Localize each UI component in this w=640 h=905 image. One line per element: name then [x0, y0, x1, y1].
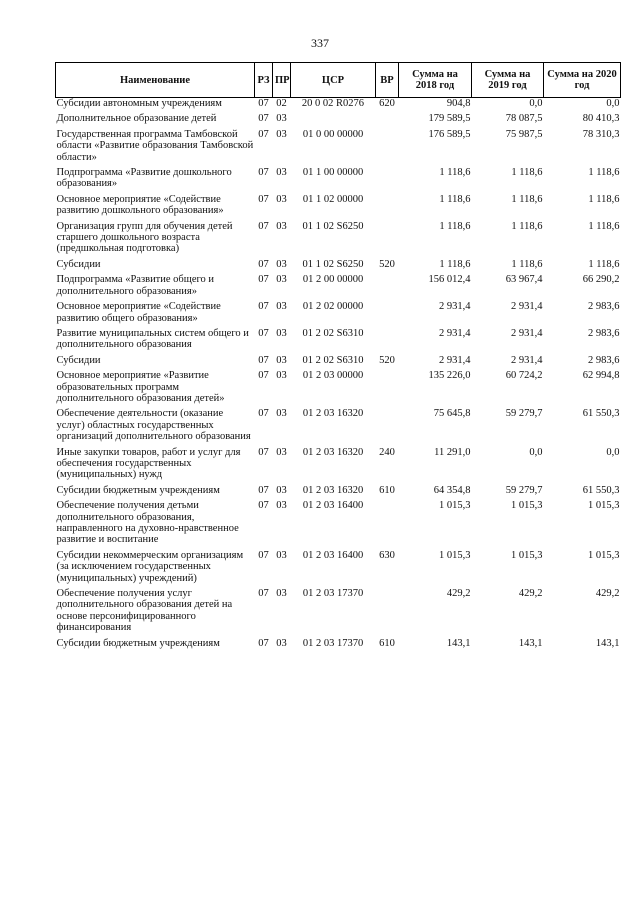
- row-csr: 01 2 03 00000: [302, 370, 364, 382]
- row-sum-2020: 1 015,3: [588, 500, 620, 512]
- row-sum-2018: 176 589,5: [428, 128, 471, 140]
- row-pr: 03: [276, 484, 287, 496]
- table-row: [56, 113, 621, 124]
- row-name: Обеспечение получения детьми дополнительного образования, направленного на духовно-нравственное развитие и воспитание: [56, 500, 239, 546]
- row-csr: 01 2 03 16320: [302, 446, 364, 458]
- row-sum-2019: 0,0: [529, 98, 543, 109]
- row-sum-2019: 1 118,6: [511, 220, 543, 232]
- row-csr: 01 2 03 17370: [302, 588, 364, 600]
- row-spacer: [56, 649, 621, 653]
- row-sum-2018: 1 118,6: [439, 258, 471, 270]
- row-sum-2019: 1 118,6: [511, 193, 543, 205]
- row-name: Основное мероприятие «Содействие развитию общего образования»: [56, 301, 221, 324]
- row-sum-2020: 2 983,6: [588, 354, 620, 366]
- row-sum-2020: 1 118,6: [588, 167, 620, 179]
- row-vr: [376, 370, 399, 404]
- row-sum-2018: 135 226,0: [428, 370, 471, 382]
- row-pr: 03: [276, 588, 287, 600]
- row-sum-2018: 11 291,0: [434, 446, 471, 458]
- row-vr: [376, 274, 399, 297]
- row-sum-2020: 78 310,3: [582, 128, 620, 140]
- row-sum-2020: 62 994,8: [582, 370, 620, 382]
- table-row: [56, 259, 621, 270]
- row-csr: 01 2 00 00000: [302, 274, 364, 286]
- row-rz: 07: [258, 128, 269, 140]
- row-name: Организация групп для обучения детей старшего дошкольного возраста (предшкольная подготовка): [56, 220, 233, 255]
- row-name: Иные закупки товаров, работ и услуг для обеспечения государственных (муниципальных) нужд: [56, 446, 241, 481]
- row-sum-2018: 2 931,4: [439, 354, 471, 366]
- row-csr: 01 1 02 S6250: [302, 220, 364, 232]
- row-rz: 07: [258, 637, 269, 649]
- row-pr: 03: [276, 301, 287, 313]
- row-name: Основное мероприятие «Развитие образовательных программ дополнительного образования детей»: [56, 370, 225, 404]
- row-sum-2019: 60 724,2: [505, 370, 543, 382]
- row-pr: 03: [276, 354, 287, 366]
- row-sum-2018: 179 589,5: [428, 113, 471, 125]
- row-pr: 03: [276, 500, 287, 512]
- row-name: Субсидии бюджетным учреждениям: [56, 637, 220, 649]
- row-rz: 07: [258, 327, 269, 339]
- table-row: [56, 447, 621, 481]
- row-rz: 07: [258, 98, 269, 109]
- row-name: Субсидии: [56, 258, 101, 270]
- header-rz: РЗ: [255, 63, 273, 98]
- table-row: [56, 550, 621, 584]
- table-row: [56, 194, 621, 217]
- row-sum-2018: 156 012,4: [428, 274, 471, 286]
- row-rz: 07: [258, 220, 269, 232]
- row-rz: 07: [258, 408, 269, 420]
- row-name: Обеспечение получения услуг дополнительного образования детей на основе персонифицированного финансирования: [56, 588, 233, 634]
- row-rz: 07: [258, 446, 269, 458]
- table-row: [56, 274, 621, 297]
- row-vr: [376, 113, 399, 124]
- header-name: Наименование: [56, 63, 255, 98]
- row-rz: 07: [258, 167, 269, 179]
- row-spacer-cell: [56, 649, 621, 653]
- row-csr: 01 2 02 S6310: [302, 354, 364, 366]
- row-rz: 07: [258, 274, 269, 286]
- row-sum-2019: 59 279,7: [505, 408, 543, 420]
- row-name: Развитие муниципальных систем общего и дополнительного образования: [56, 327, 249, 351]
- table-row: [56, 129, 621, 163]
- row-vr: [376, 328, 399, 351]
- row-csr: 01 2 03 16400: [302, 500, 364, 512]
- header-vr: ВР: [376, 63, 399, 98]
- table-row: [56, 500, 621, 546]
- header-sum-2020: Сумма на 2020 год: [544, 63, 621, 98]
- row-sum-2019: 2 931,4: [511, 301, 543, 313]
- row-rz: 07: [258, 484, 269, 496]
- row-sum-2020: 1 118,6: [588, 193, 620, 205]
- table-row: [56, 221, 621, 255]
- row-csr: 01 1 00 00000: [302, 167, 364, 179]
- row-name: Основное мероприятие «Содействие развитию дошкольного образования»: [56, 193, 224, 217]
- row-sum-2019: 78 087,5: [505, 113, 543, 125]
- header-sum-2019: Сумма на 2019 год: [472, 63, 544, 98]
- table-row: [56, 301, 621, 324]
- row-vr: [376, 129, 399, 163]
- row-vr: [376, 167, 399, 190]
- row-sum-2020: 61 550,3: [582, 484, 620, 496]
- row-rz: 07: [258, 500, 269, 512]
- row-vr: [376, 301, 399, 324]
- row-sum-2018: 1 015,3: [439, 500, 471, 512]
- row-name: Подпрограмма «Развитие общего и дополнительного образования»: [56, 274, 215, 297]
- row-sum-2018: 2 931,4: [439, 327, 471, 339]
- row-pr: 03: [276, 128, 287, 140]
- row-sum-2020: 2 983,6: [588, 301, 620, 313]
- row-csr: 01 2 03 16320: [302, 484, 364, 496]
- row-rz: 07: [258, 193, 269, 205]
- row-vr: 630: [379, 549, 395, 561]
- row-sum-2020: 143,1: [595, 637, 620, 649]
- header-pr: ПР: [273, 63, 291, 98]
- row-vr: 620: [379, 98, 395, 109]
- page-number: 337: [311, 36, 329, 50]
- row-vr: 610: [379, 484, 395, 496]
- row-sum-2020: 1 118,6: [588, 220, 620, 232]
- row-csr: 01 2 03 16400: [302, 549, 364, 561]
- row-sum-2020: 2 983,6: [588, 327, 620, 339]
- table-row: [56, 485, 621, 496]
- row-sum-2020: 80 410,3: [582, 113, 620, 125]
- table-row: [56, 328, 621, 351]
- row-rz: 07: [258, 258, 269, 270]
- row-rz: 07: [258, 588, 269, 600]
- table-row: [56, 370, 621, 404]
- row-name: Субсидии: [56, 354, 101, 366]
- row-csr: 01 1 02 S6250: [302, 258, 364, 270]
- row-csr: [291, 113, 376, 124]
- row-name: Субсидии бюджетным учреждениям: [56, 484, 220, 496]
- row-name: Обеспечение деятельности (оказание услуг) областных государственных организаций дополнительного образования: [56, 408, 251, 443]
- budget-table: [55, 62, 621, 653]
- row-vr: 610: [379, 637, 395, 649]
- row-vr: [376, 194, 399, 217]
- row-sum-2018: 904,8: [446, 98, 471, 109]
- row-pr: 03: [276, 193, 287, 205]
- row-sum-2019: 2 931,4: [511, 354, 543, 366]
- row-csr: 01 2 03 16320: [302, 408, 364, 420]
- row-pr: 03: [276, 637, 287, 649]
- table-body: [56, 98, 621, 654]
- row-vr: [376, 500, 399, 546]
- row-csr: 01 2 03 17370: [302, 637, 364, 649]
- header-sum-2018: Сумма на 2018 год: [399, 63, 472, 98]
- row-csr: 01 1 02 00000: [302, 193, 364, 205]
- row-rz: 07: [258, 370, 269, 382]
- row-sum-2020: 61 550,3: [582, 408, 620, 420]
- row-sum-2019: 1 015,3: [511, 500, 543, 512]
- row-vr: 520: [379, 354, 395, 366]
- row-sum-2019: 0,0: [529, 446, 543, 458]
- table-row: [56, 167, 621, 190]
- row-name: Дополнительное образование детей: [56, 113, 217, 125]
- header-csr: ЦСР: [291, 63, 376, 98]
- row-sum-2018: 429,2: [446, 588, 471, 600]
- row-sum-2020: 66 290,2: [582, 274, 620, 286]
- row-pr: 03: [276, 258, 287, 270]
- row-sum-2019: 63 967,4: [505, 274, 543, 286]
- row-pr: 03: [276, 220, 287, 232]
- row-sum-2020: 0,0: [606, 446, 620, 458]
- row-sum-2018: 64 354,8: [433, 484, 471, 496]
- row-vr: [376, 221, 399, 255]
- table-row: [56, 98, 621, 110]
- row-pr: 03: [276, 408, 287, 420]
- row-sum-2020: 0,0: [606, 98, 620, 109]
- row-vr: 240: [379, 446, 395, 458]
- row-name: Субсидии автономным учреждениям: [56, 98, 222, 109]
- row-sum-2018: 2 931,4: [439, 301, 471, 313]
- row-rz: 07: [258, 113, 269, 125]
- row-sum-2018: 1 118,6: [439, 193, 471, 205]
- row-csr: 01 0 00 00000: [302, 128, 364, 140]
- row-sum-2019: 59 279,7: [505, 484, 543, 496]
- table-row: [56, 638, 621, 649]
- row-sum-2019: 429,2: [518, 588, 543, 600]
- row-sum-2020: 1 118,6: [588, 258, 620, 270]
- row-csr: 20 0 02 R0276: [301, 98, 365, 109]
- row-rz: 07: [258, 301, 269, 313]
- row-vr: 520: [379, 258, 395, 270]
- row-pr: 03: [276, 446, 287, 458]
- row-csr: 01 2 02 00000: [302, 301, 364, 313]
- row-vr: [376, 588, 399, 634]
- row-sum-2019: 1 118,6: [511, 258, 543, 270]
- row-pr: 02: [276, 98, 287, 109]
- row-pr: 03: [276, 274, 287, 286]
- row-name: Государственная программа Тамбовской области «Развитие образования Тамбовской области»: [56, 128, 254, 163]
- row-vr: [376, 408, 399, 442]
- row-sum-2020: 1 015,3: [588, 549, 620, 561]
- row-csr: 01 2 02 S6310: [302, 327, 364, 339]
- row-sum-2019: 143,1: [518, 637, 543, 649]
- row-sum-2020: 429,2: [595, 588, 620, 600]
- row-sum-2018: 1 118,6: [439, 167, 471, 179]
- row-rz: 07: [258, 549, 269, 561]
- table-header: [56, 63, 621, 98]
- row-name: Субсидии некоммерческим организациям (за исключением государственных (муниципальных) учреждений): [56, 549, 244, 584]
- row-pr: 03: [276, 113, 287, 125]
- row-sum-2019: 75 987,5: [505, 128, 543, 140]
- row-sum-2018: 1 015,3: [439, 549, 471, 561]
- row-name: Подпрограмма «Развитие дошкольного образования»: [56, 167, 232, 190]
- table-row: [56, 408, 621, 442]
- row-rz: 07: [258, 354, 269, 366]
- row-sum-2018: 1 118,6: [439, 220, 471, 232]
- row-pr: 03: [276, 549, 287, 561]
- row-sum-2019: 1 015,3: [511, 549, 543, 561]
- table-row: [56, 588, 621, 634]
- row-sum-2019: 2 931,4: [511, 327, 543, 339]
- row-pr: 03: [276, 370, 287, 382]
- row-sum-2018: 143,1: [446, 637, 471, 649]
- table-row: [56, 355, 621, 366]
- row-pr: 03: [276, 327, 287, 339]
- row-pr: 03: [276, 167, 287, 179]
- row-sum-2018: 75 645,8: [433, 408, 471, 420]
- row-sum-2019: 1 118,6: [511, 167, 543, 179]
